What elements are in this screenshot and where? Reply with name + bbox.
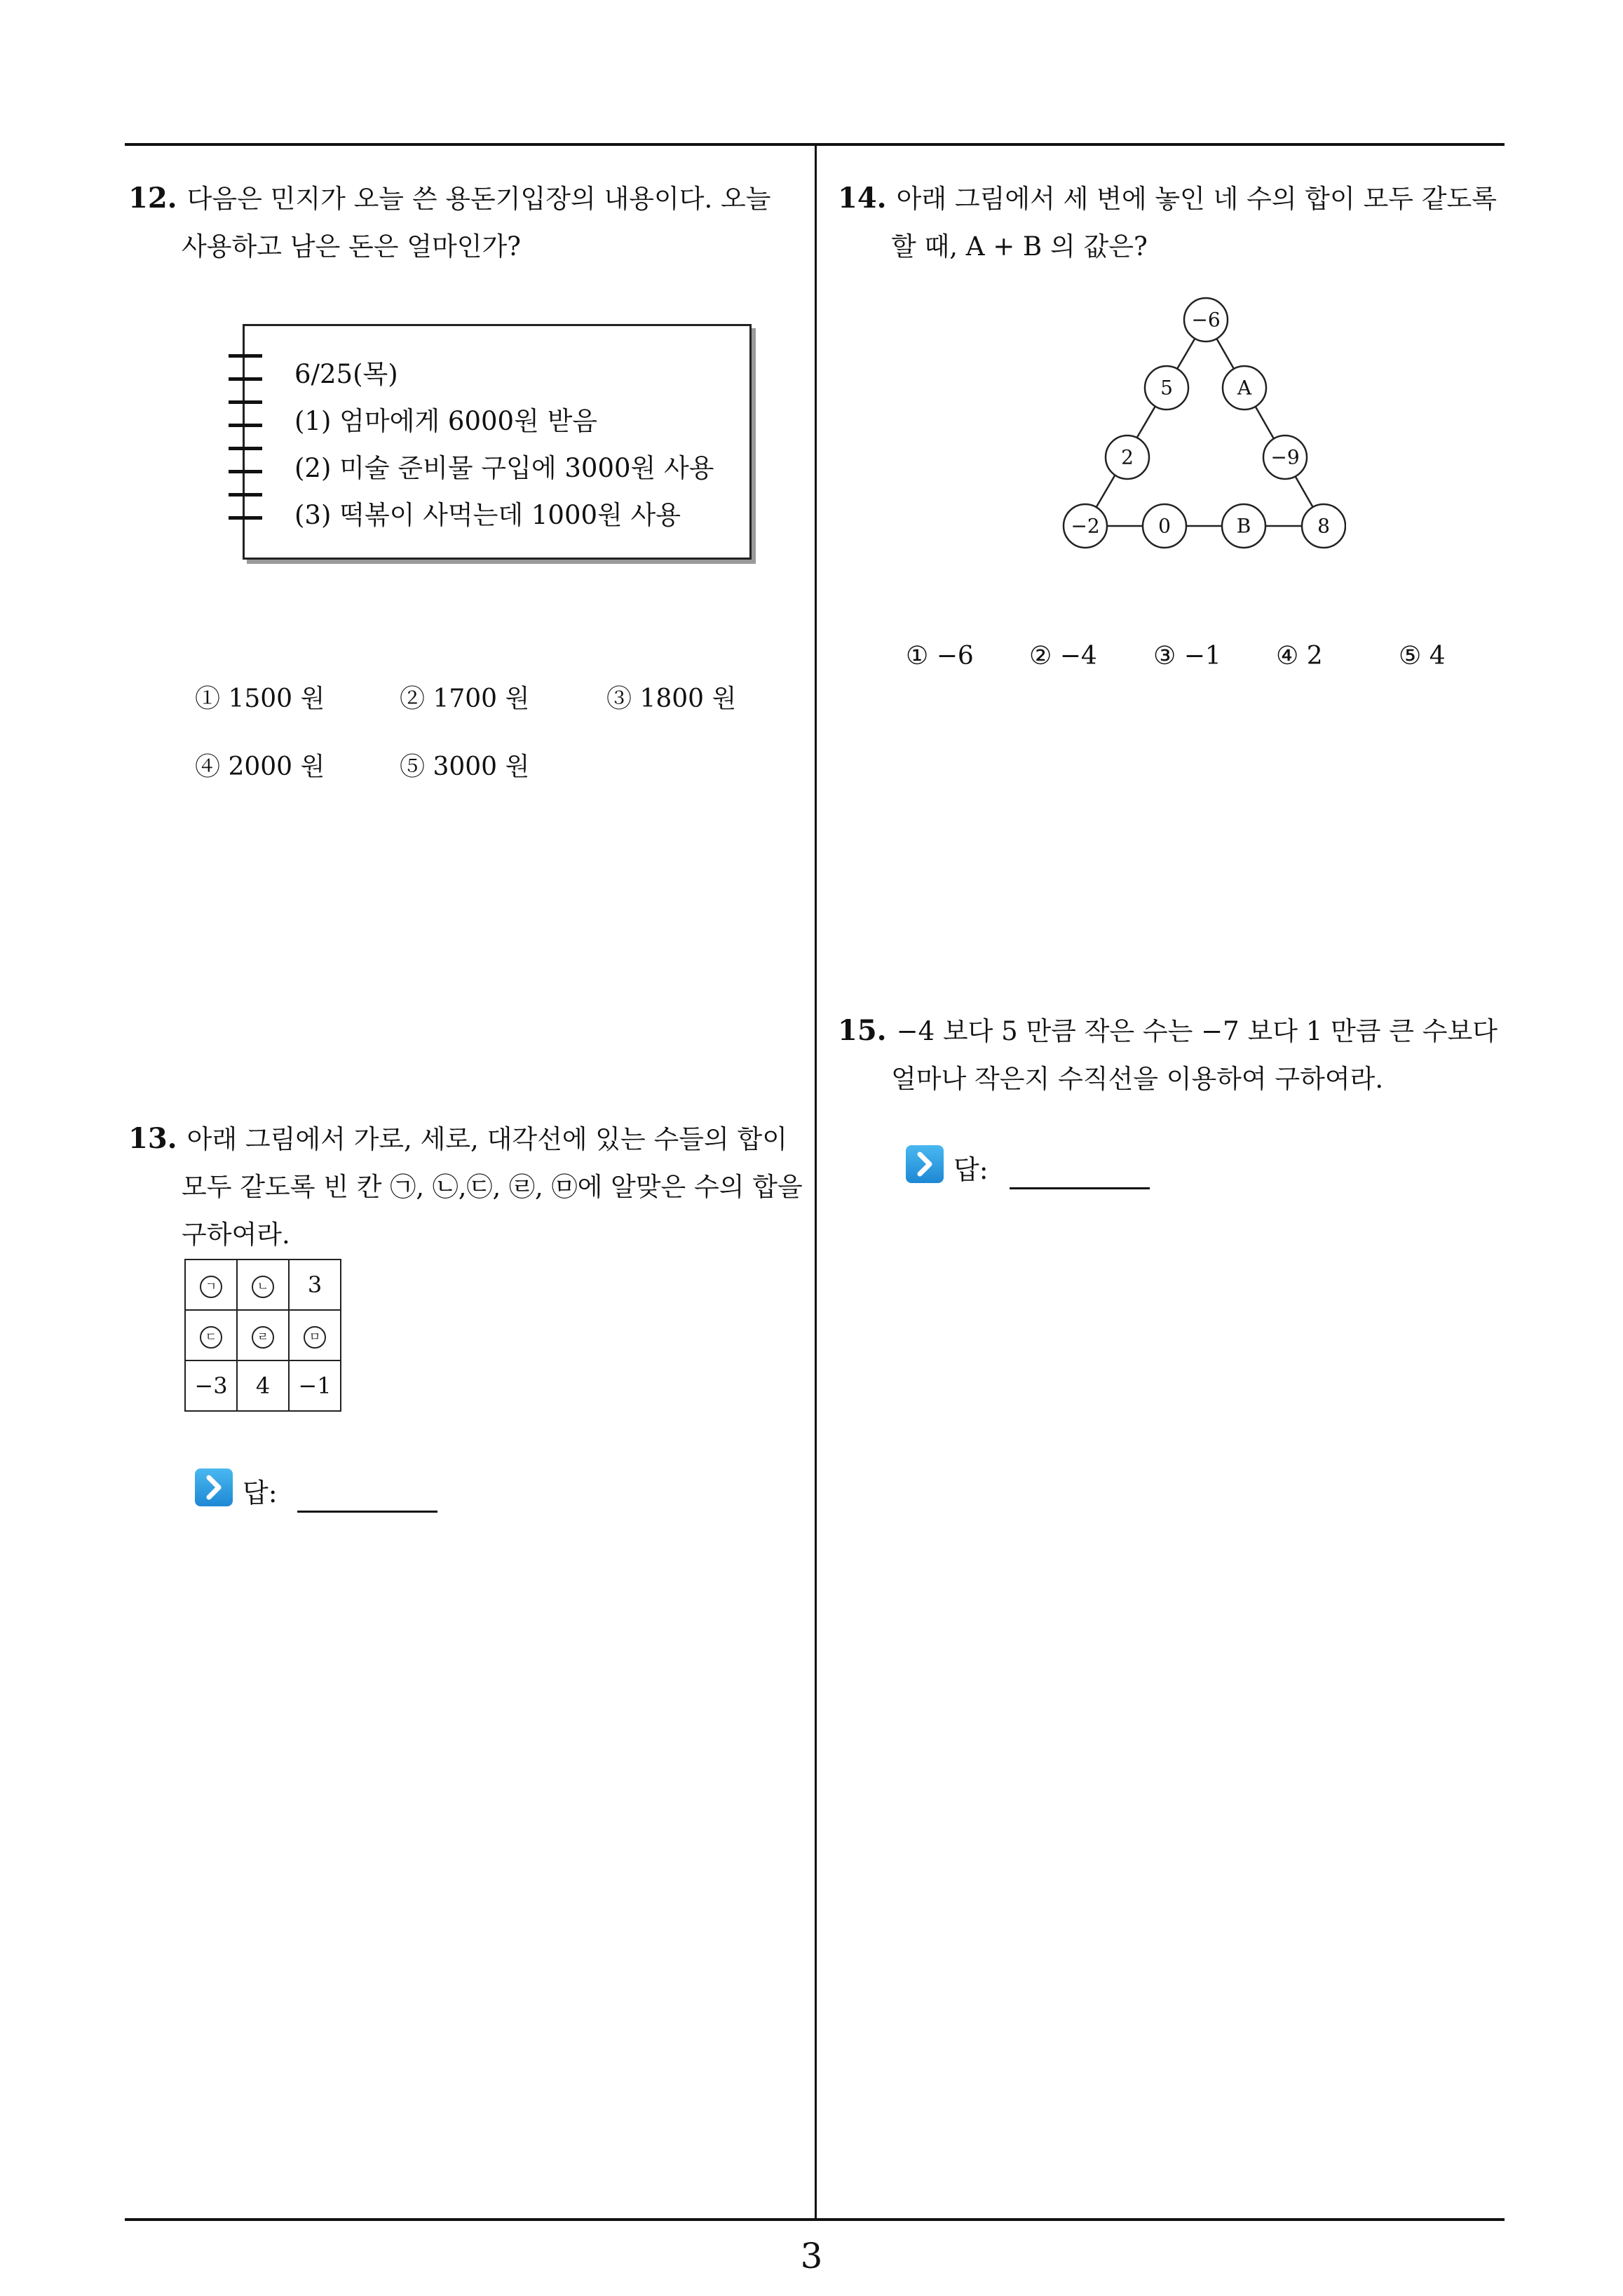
diary-line: (1) 엄마에게 6000원 받음 [294, 406, 598, 436]
question-text: 사용하고 남은 돈은 얼마인가? [182, 231, 522, 262]
spiral-binding [229, 377, 262, 381]
answer-input-line[interactable] [297, 1511, 437, 1513]
spiral-binding [229, 447, 262, 450]
question-number: 13. [128, 1122, 177, 1155]
grid-cell: −3 [185, 1360, 237, 1411]
circled-label: ㅁ [304, 1326, 326, 1349]
grid-cell [237, 1310, 289, 1360]
column-divider [815, 143, 817, 2221]
answer-input-line[interactable] [1010, 1187, 1150, 1189]
grid-cell [185, 1260, 237, 1310]
choice-3[interactable]: ③ 1800 원 [606, 684, 737, 713]
diary-line: (2) 미술 준비물 구입에 3000원 사용 [294, 453, 714, 483]
node-label: B [1236, 514, 1251, 538]
spiral-binding [229, 400, 262, 404]
choice-1[interactable]: ① −6 [906, 642, 974, 670]
circled-label: ㄹ [252, 1326, 274, 1349]
node-label: −9 [1270, 445, 1300, 469]
question-12 [128, 175, 805, 271]
spiral-binding [229, 354, 262, 358]
question-text: 다음은 민지가 오늘 쓴 용돈기입장의 내용이다. 오늘 [186, 184, 771, 214]
node-label: −6 [1191, 308, 1221, 332]
chevron-right-icon [195, 1468, 233, 1506]
node-label: 2 [1121, 445, 1134, 469]
choice-3[interactable]: ③ −1 [1153, 642, 1221, 670]
question-number: 15. [838, 1014, 887, 1047]
bottom-rule [125, 2218, 1505, 2221]
grid-cell [185, 1310, 237, 1360]
choice-1[interactable]: ① 1500 원 [195, 684, 325, 713]
question-text: 얼마나 작은지 수직선을 이용하여 구하여라. [891, 1064, 1384, 1094]
choice-5[interactable]: ⑤ 4 [1399, 642, 1446, 670]
question-15 [838, 1007, 1514, 1103]
spiral-binding [229, 424, 262, 427]
circled-label: ㄱ [200, 1276, 222, 1298]
grid-cell: −1 [289, 1360, 341, 1411]
choice-2[interactable]: ② 1700 원 [400, 684, 530, 713]
node-label: A [1237, 376, 1252, 400]
diary-line: (3) 떡볶이 사먹는데 1000원 사용 [294, 500, 681, 530]
grid-cell [237, 1260, 289, 1310]
question-text: 할 때, A + B 의 값은? [891, 231, 1148, 262]
choice-4[interactable]: ④ 2 [1276, 642, 1323, 670]
circled-label: ㄷ [200, 1326, 222, 1349]
question-number: 12. [128, 182, 177, 215]
diary-line: 6/25(목) [294, 359, 398, 389]
question-text: 아래 그림에서 세 변에 놓인 네 수의 합이 모두 같도록 [896, 184, 1498, 214]
question-14 [838, 175, 1514, 271]
grid-cell: 4 [237, 1360, 289, 1411]
spiral-binding [229, 493, 262, 497]
grid-cell [289, 1310, 341, 1360]
triangle-diagram [1052, 295, 1346, 561]
question-number: 14. [838, 182, 887, 215]
question-text: 구하여라. [182, 1220, 290, 1250]
question-text: 모두 같도록 빈 칸 ㉠, ㉡,㉢, ㉣, ㉤에 알맞은 수의 합을 [182, 1172, 803, 1202]
choice-2[interactable]: ② −4 [1029, 642, 1097, 670]
choice-5[interactable]: ⑤ 3000 원 [400, 752, 530, 781]
circled-label: ㄴ [252, 1276, 274, 1298]
question-text: 아래 그림에서 가로, 세로, 대각선에 있는 수들의 합이 [186, 1124, 788, 1154]
node-label: 5 [1160, 376, 1173, 400]
node-label: 8 [1317, 514, 1330, 538]
question-text: −4 보다 5 만큼 작은 수는 −7 보다 1 만큼 큰 수보다 [896, 1016, 1498, 1046]
page-number: 3 [800, 2236, 823, 2276]
answer-label: 답: [243, 1478, 278, 1508]
choice-4[interactable]: ④ 2000 원 [195, 752, 325, 781]
spiral-binding [229, 516, 262, 520]
magic-square-grid [184, 1259, 341, 1412]
grid-cell: 3 [289, 1260, 341, 1310]
chevron-right-icon [906, 1145, 944, 1183]
spiral-binding [229, 470, 262, 473]
node-label: −2 [1071, 514, 1100, 538]
answer-label: 답: [953, 1154, 989, 1185]
question-13 [128, 1115, 805, 1259]
node-label: 0 [1158, 514, 1171, 538]
